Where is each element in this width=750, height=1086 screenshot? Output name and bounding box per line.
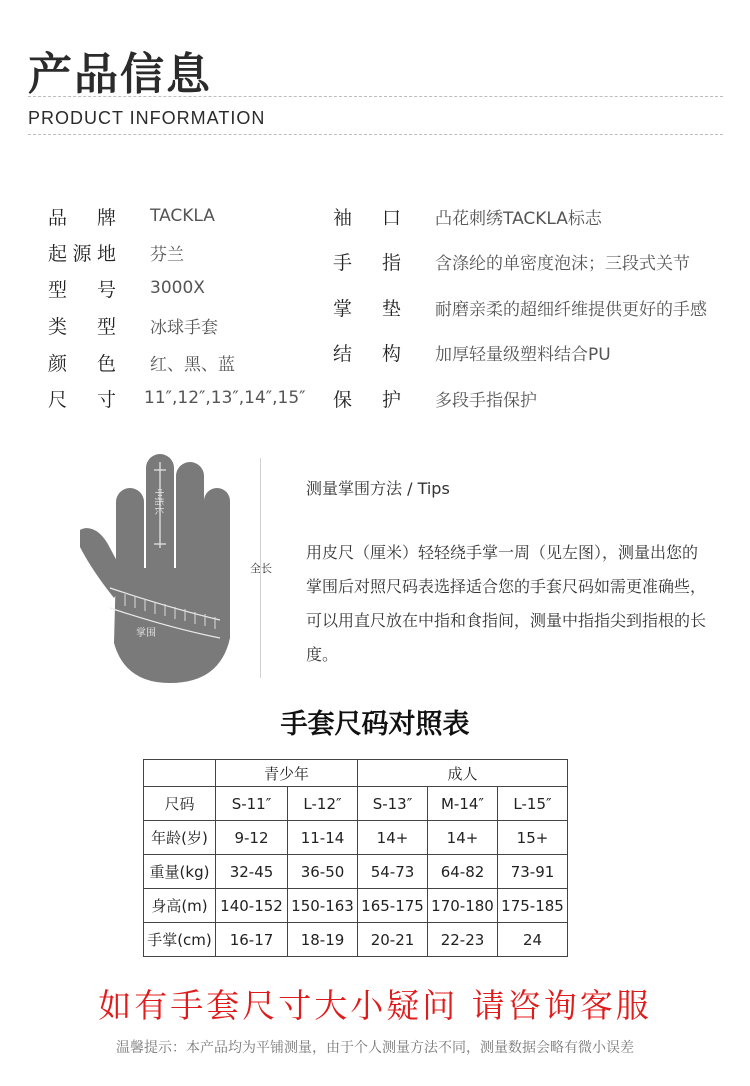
info-label [48, 385, 116, 412]
measurement-note: 温馨提示：本产品均为平铺测量，由于个人测量方法不同，测量数据会略有微小误差 [116, 1040, 634, 1056]
info-row-size [48, 384, 306, 412]
table-cell: 170-180 [428, 889, 498, 923]
info-label [48, 312, 116, 339]
table-row-label: 尺码 [144, 787, 216, 821]
hand-label-middle: 中指长 [153, 488, 163, 516]
page-subtitle: PRODUCT INFORMATION [28, 108, 266, 128]
table-row-label: 手掌(cm) [144, 923, 216, 957]
info-label [333, 294, 401, 321]
tips-text: 用皮尺（厘米）轻轻绕手掌一周（见左图），测量出您的掌围后对照尺码表选择适合您的手套尺码如需更准确些，可以用直尺放在中指和食指间，测量中指指尖到指根的长度。 [306, 543, 707, 664]
info-label [48, 349, 116, 376]
table-cell: 64-82 [428, 855, 498, 889]
divider-top [28, 96, 723, 97]
table-cell [144, 760, 216, 787]
info-label-char: 袖 [333, 206, 353, 229]
info-value: 芬兰 [150, 244, 184, 265]
info-label [48, 203, 116, 230]
table-cell: 20-21 [358, 923, 428, 957]
table-row [144, 787, 568, 821]
info-label-char: 牌 [96, 206, 116, 229]
table-row-label: 重量(kg) [144, 855, 216, 889]
info-label-char: 指 [381, 251, 401, 274]
info-label-char: 垫 [381, 297, 401, 320]
table-cell: 36-50 [288, 855, 358, 889]
hand-icon [80, 448, 330, 688]
info-label-char: 结 [333, 342, 353, 365]
info-label-char: 型 [96, 315, 116, 338]
table-row [144, 889, 568, 923]
info-value: 含涤纶的单密度泡沫；三段式关节 [435, 253, 690, 274]
table-cell: 140-152 [216, 889, 288, 923]
table-row [144, 923, 568, 957]
info-label [333, 339, 401, 366]
info-row-type [48, 311, 218, 339]
table-cell: S-13″ [358, 787, 428, 821]
info-value: TACKLA [150, 206, 215, 226]
info-label-char: 颜 [48, 352, 68, 375]
info-label-char: 掌 [333, 297, 353, 320]
info-value: 红、黑、蓝 [150, 354, 235, 375]
info-label [333, 248, 401, 275]
info-value: 加厚轻量级塑料结合PU [435, 344, 611, 365]
hand-illustration [80, 448, 330, 688]
divider-bottom [28, 134, 723, 135]
info-label-char: 起 [48, 242, 68, 265]
table-cell: 22-23 [428, 923, 498, 957]
info-label-char: 号 [96, 278, 116, 301]
info-label-char: 尺 [48, 388, 68, 411]
table-cell: 165-175 [358, 889, 428, 923]
page-title: 产品信息 [28, 49, 212, 100]
info-label-char: 构 [381, 342, 401, 365]
table-cell: S-11″ [216, 787, 288, 821]
table-row [144, 855, 568, 889]
info-label-char: 口 [381, 206, 401, 229]
hand-label-palm: 掌围 [136, 628, 156, 639]
info-label-char: 手 [333, 251, 353, 274]
info-label-char: 型 [48, 278, 68, 301]
table-cell: 24 [498, 923, 568, 957]
table-cell: 150-163 [288, 889, 358, 923]
size-table [143, 759, 568, 957]
info-label-char: 护 [381, 388, 401, 411]
divider-vertical [260, 458, 261, 678]
table-cell: 11-14 [288, 821, 358, 855]
info-row-structure [333, 338, 611, 366]
table-row-label: 身高(m) [144, 889, 216, 923]
table-cell: 16-17 [216, 923, 288, 957]
info-label [48, 239, 116, 266]
info-value: 多段手指保护 [435, 390, 537, 411]
info-value: 11″,12″,13″,14″,15″ [144, 388, 306, 408]
table-row [144, 760, 568, 787]
info-label-char: 源 [72, 242, 92, 265]
table-cell: 175-185 [498, 889, 568, 923]
info-row-brand [48, 202, 215, 230]
table-cell: 15+ [498, 821, 568, 855]
info-row-cuff [333, 202, 602, 230]
table-cell: 14+ [428, 821, 498, 855]
table-cell: L-12″ [288, 787, 358, 821]
info-label-char: 地 [96, 242, 116, 265]
info-row-color [48, 348, 235, 376]
info-row-model [48, 274, 205, 302]
hand-label-full: 全长 [250, 562, 272, 575]
size-inquiry-banner: 如有手套尺寸大小疑问 请咨询客服 [98, 986, 652, 1025]
table-cell: 32-45 [216, 855, 288, 889]
table-group-header: 成人 [358, 760, 568, 787]
info-label-char: 类 [48, 315, 68, 338]
table-cell: 9-12 [216, 821, 288, 855]
table-cell: 73-91 [498, 855, 568, 889]
info-label-char: 色 [96, 352, 116, 375]
info-label [333, 385, 401, 412]
info-row-finger [333, 247, 690, 275]
info-label-char: 保 [333, 388, 353, 411]
table-row [144, 821, 568, 855]
tips-title: 测量掌围方法 / Tips [306, 479, 450, 498]
table-row-label: 年龄(岁) [144, 821, 216, 855]
info-label-char: 寸 [96, 388, 116, 411]
info-row-palm [333, 293, 707, 321]
info-row-protection [333, 384, 537, 412]
table-cell: 14+ [358, 821, 428, 855]
info-value: 凸花刺绣TACKLA标志 [435, 208, 602, 229]
table-group-header: 青少年 [216, 760, 358, 787]
info-label-char: 品 [48, 206, 68, 229]
info-row-origin [48, 238, 184, 266]
table-cell: 54-73 [358, 855, 428, 889]
info-value: 耐磨亲柔的超细纤维提供更好的手感 [435, 299, 707, 320]
table-cell: 18-19 [288, 923, 358, 957]
info-value: 冰球手套 [150, 317, 218, 338]
table-cell: L-15″ [498, 787, 568, 821]
info-value: 3000X [150, 278, 205, 298]
info-label [48, 275, 116, 302]
info-label [333, 203, 401, 230]
table-cell: M-14″ [428, 787, 498, 821]
size-table-title: 手套尺码对照表 [280, 709, 470, 740]
